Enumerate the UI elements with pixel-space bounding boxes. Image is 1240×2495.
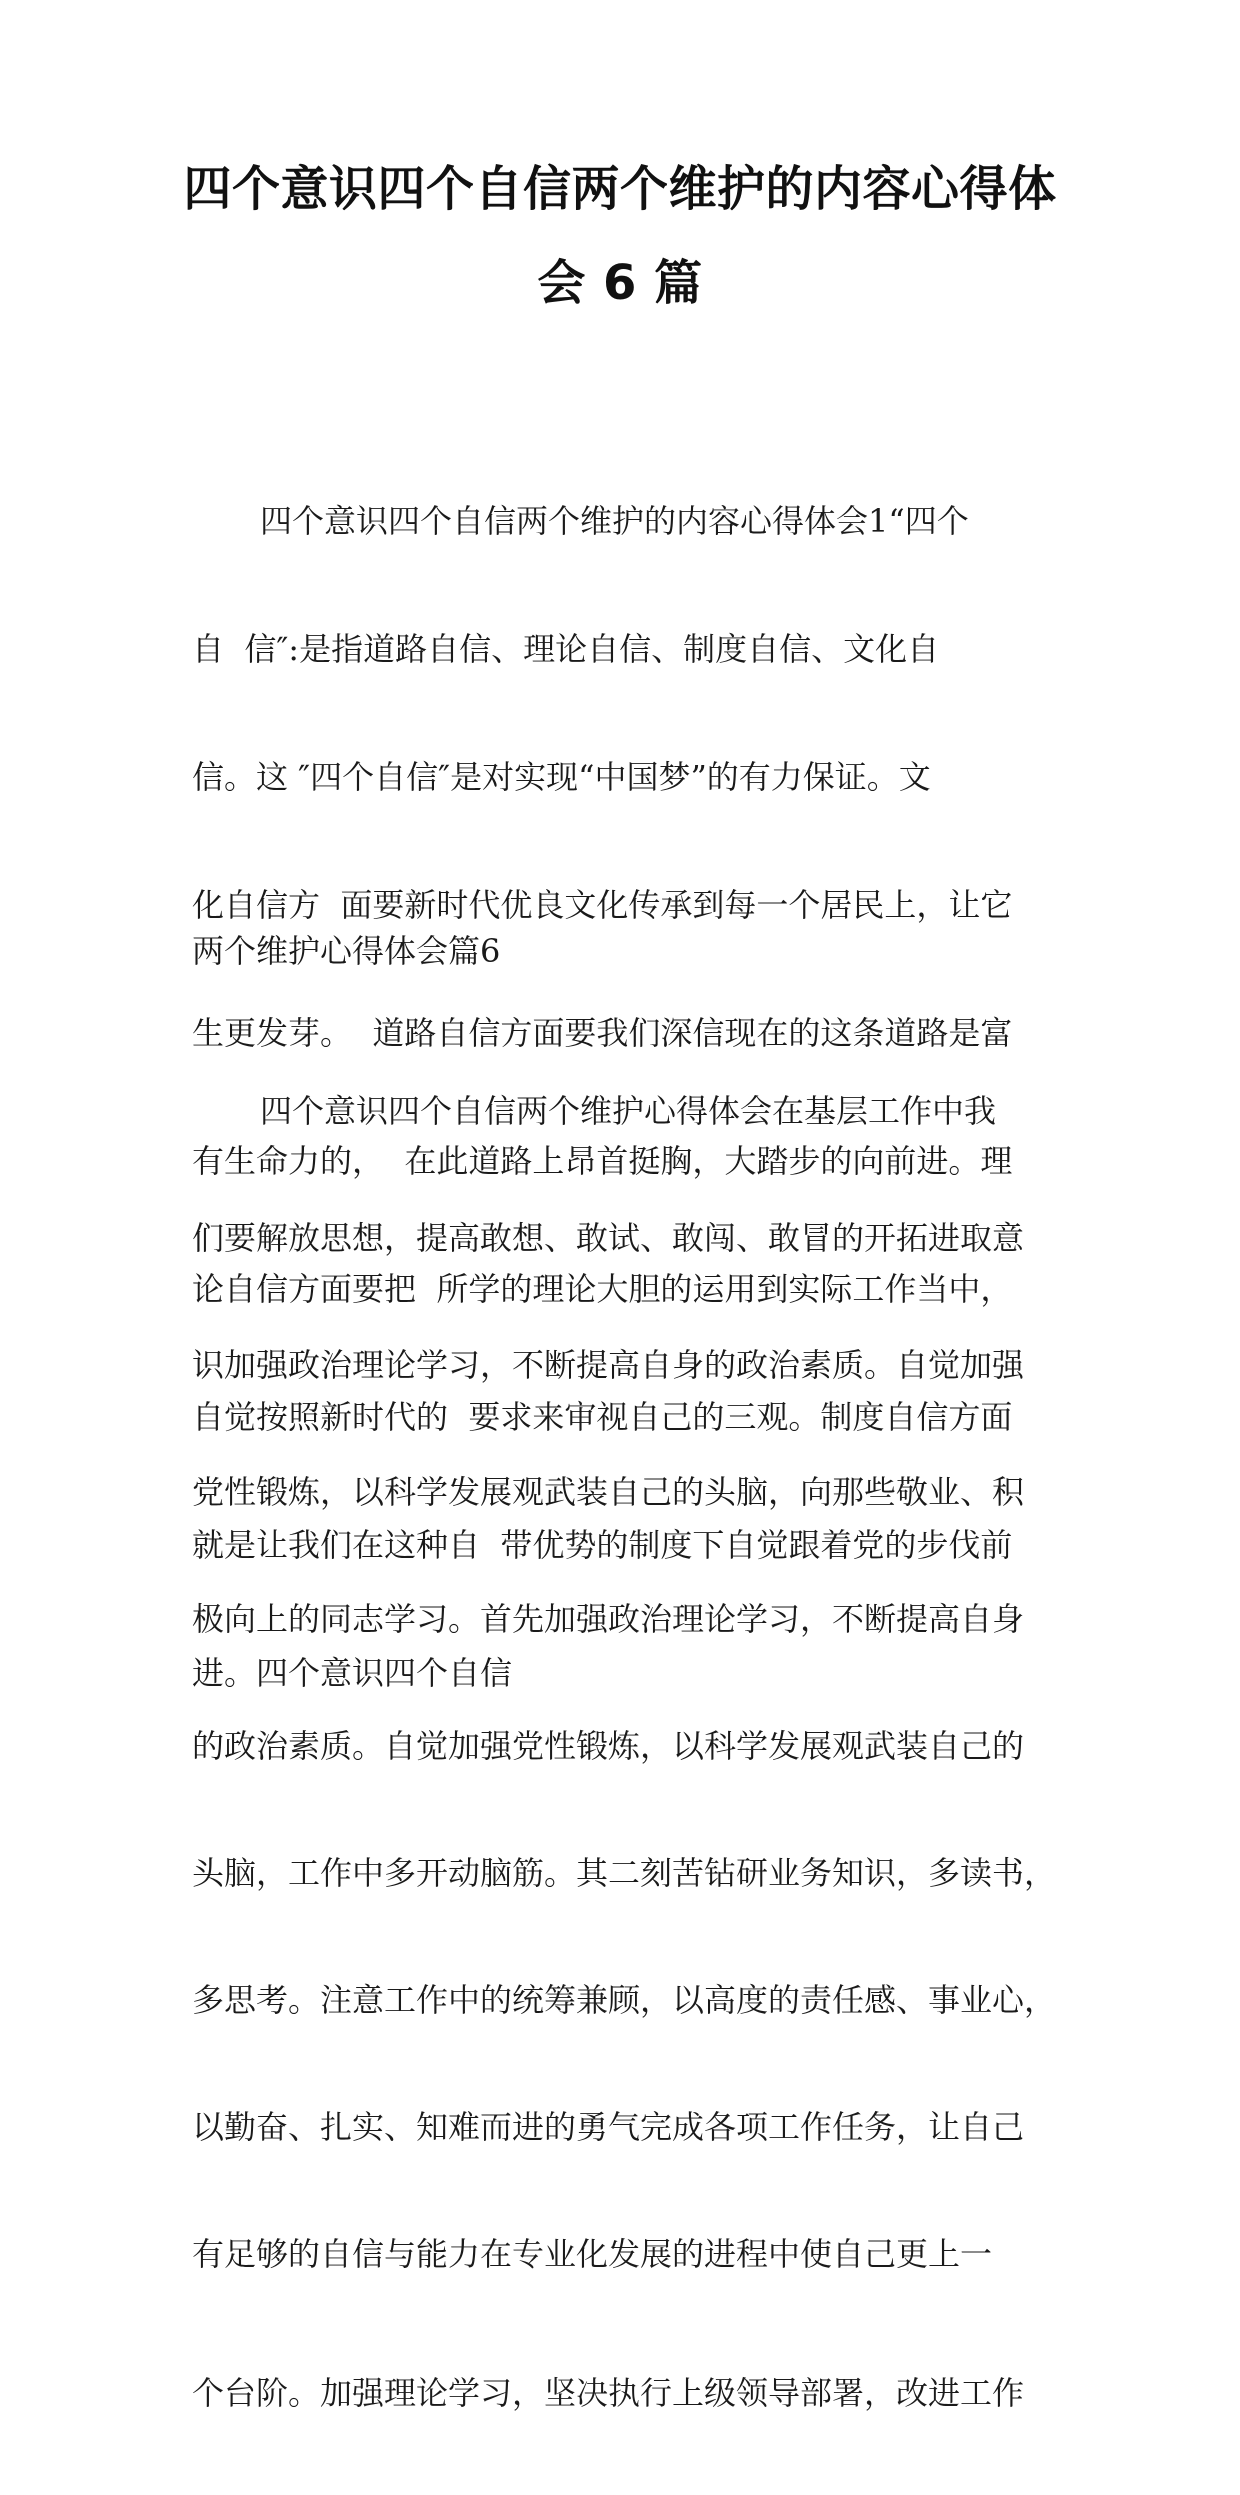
paragraph-2-line: 有足够的自信与能力在专业化发展的进程中使自己更上一 [192,2235,993,2273]
paragraph-2-line: 以勤奋、扎实、知难而进的勇气完成各项工作任务，让自己 [192,2108,1025,2146]
paragraph-2-line: 的政治素质。自觉加强党性锻炼，以科学发展观武装自己的 [192,1727,1025,1765]
document-title [150,142,1090,330]
paragraph-1-line: 自 信″:是指道路自信、理论自信、制度自信、文化自 [192,630,940,668]
paragraph-2 [192,1010,1072,2495]
paragraph-1-line: 论自信方面要把 所学的理论大胆的运用到实际工作当中， [192,1270,1013,1308]
title-line-2: 会 6 篇 [537,255,703,311]
paragraph-1-line: 进。四个意识四个自信 [192,1654,513,1692]
paragraph-1-line: 生更发芽。 道路自信方面要我们深信现在的这条道路是富 [192,1014,1013,1052]
paragraph-2-line: 党性锻炼，以科学发展观武装自己的头脑，向那些敬业、积 [192,1473,1025,1511]
paragraph-2-line: 四个意识四个自信两个维护心得体会在基层工作中我 [260,1092,997,1130]
paragraph-2-line: 多思考。注意工作中的统筹兼顾，以高度的责任感、事业心， [192,1981,1057,2019]
title-line-1: 四个意识四个自信两个维护的内容心得体 [183,161,1057,217]
paragraph-1-line: 就是让我们在这种自 带优势的制度下自觉跟着党的步伐前 [192,1526,1013,1564]
section-caption: 两个维护心得体会篇6 [192,932,501,970]
paragraph-1-line: 化自信方 面要新时代优良文化传承到每一个居民上，让它 [192,886,1013,924]
paragraph-1-line: 四个意识四个自信两个维护的内容心得体会1“四个 [260,502,969,540]
paragraph-1-line: 有生命力的， 在此道路上昂首挺胸，大踏步的向前进。理 [192,1142,1013,1180]
paragraph-2-line: 们要解放思想，提高敢想、敢试、敢闯、敢冒的开拓进取意 [192,1219,1025,1257]
paragraph-1-line: 自觉按照新时代的 要求来审视自己的三观。制度自信方面 [192,1398,1013,1436]
paragraph-2-line: 极向上的同志学习。首先加强政治理论学习，不断提高自身 [192,1600,1025,1638]
paragraph-2-line: 识加强政治理论学习，不断提高自身的政治素质。自觉加强 [192,1346,1025,1384]
paragraph-2-line: 个台阶。加强理论学习，坚决执行上级领导部署，改进工作 [192,2374,1025,2412]
paragraph-2-line: 头脑，工作中多开动脑筋。其二刻苦钻研业务知识，多读书， [192,1854,1057,1892]
paragraph-1-line: 信。这 ″四个自信″是对实现“中国梦”的有力保证。文 [192,758,931,796]
